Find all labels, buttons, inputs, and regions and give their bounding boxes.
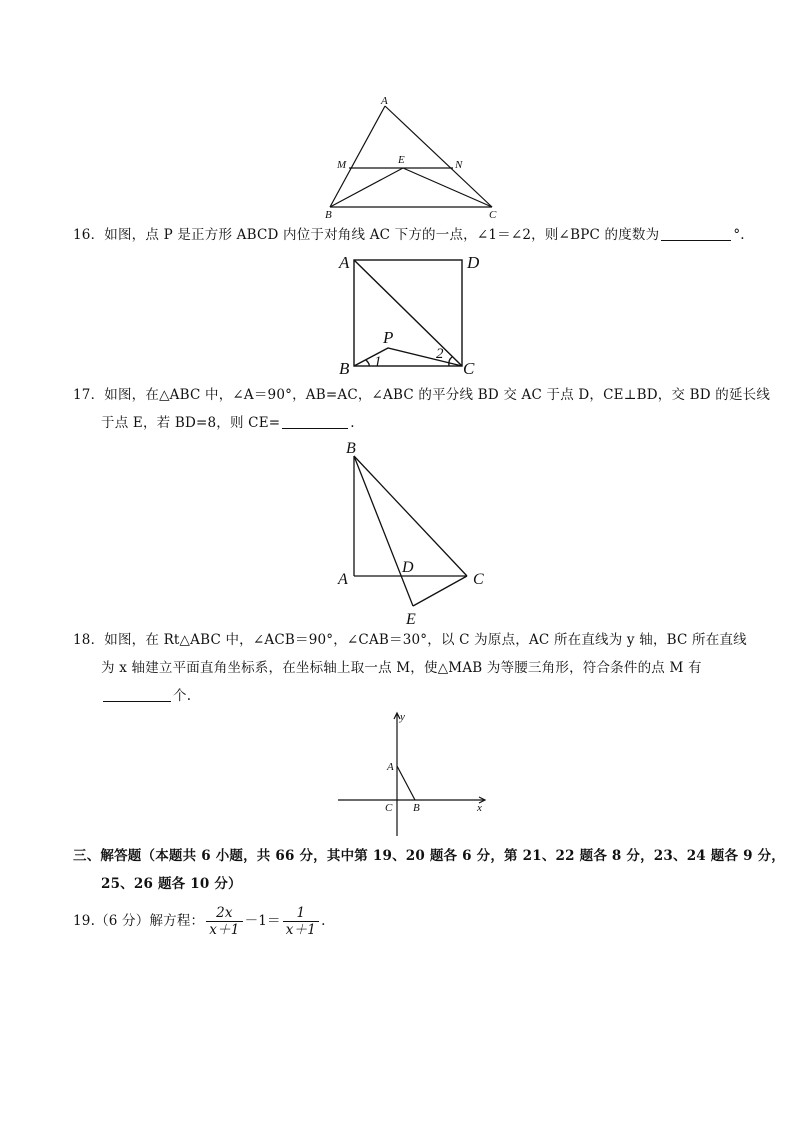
label-c: C bbox=[463, 359, 475, 378]
label-b: B bbox=[346, 440, 356, 457]
figure-triangle-mn-svg bbox=[320, 92, 510, 222]
label-y: y bbox=[400, 711, 405, 723]
q16-tail: °. bbox=[733, 227, 745, 243]
label-a: A bbox=[339, 253, 350, 272]
label-angle-1: 1 bbox=[374, 354, 382, 370]
section3-title: 三、解答题（本题共 6 小题，共 66 分，其中第 19、20 题各 6 分，第 21、22 题各 8 分，23、24 题各 9 分， bbox=[73, 848, 785, 864]
q19-frac1-den: x＋1 bbox=[209, 922, 240, 938]
q19-tail: . bbox=[321, 913, 326, 929]
label-n: N bbox=[455, 159, 463, 171]
segment-ab bbox=[397, 766, 415, 800]
q18-line3 bbox=[101, 686, 191, 706]
label-x: x bbox=[477, 802, 482, 814]
label-b: B bbox=[339, 359, 350, 378]
q16-stem: 16．如图，点 P 是正方形 ABCD 内位于对角线 AC 下方的一点，∠1＝∠2，则∠BPC 的度数为 bbox=[73, 227, 660, 243]
section3-title-cont: 25、26 题各 10 分） bbox=[101, 876, 242, 892]
segment-be bbox=[354, 456, 413, 606]
label-a: A bbox=[381, 95, 388, 107]
figure-triangle-mn bbox=[320, 92, 510, 222]
q18-line1: 18．如图，在 Rt△ABC 中，∠ACB＝90°，∠CAB＝30°，以 C 为原点，AC 所在直线为 y 轴，BC 所在直线 bbox=[73, 632, 747, 648]
q18-tail: 个. bbox=[173, 688, 192, 704]
label-b: B bbox=[413, 802, 420, 814]
q17-answer-blank[interactable] bbox=[282, 414, 348, 429]
q16-text bbox=[73, 225, 745, 245]
q19 bbox=[73, 903, 326, 939]
q17-tail: . bbox=[350, 415, 355, 431]
segment-ce bbox=[413, 576, 467, 606]
figure-square-svg bbox=[336, 250, 496, 378]
q19-fraction-left bbox=[206, 905, 242, 938]
figure-q17-svg bbox=[332, 436, 502, 626]
label-a: A bbox=[338, 571, 348, 588]
q19-frac2-num: 1 bbox=[283, 905, 319, 922]
figure-square bbox=[336, 250, 496, 378]
label-e: E bbox=[406, 611, 416, 628]
q18-line2: 为 x 轴建立平面直角坐标系，在坐标轴上取一点 M，使△MAB 为等腰三角形，符合条件的点 M 有 bbox=[101, 660, 702, 676]
label-e: E bbox=[398, 154, 405, 166]
label-c: C bbox=[489, 209, 497, 221]
angle-2-arc bbox=[449, 357, 452, 366]
q19-middle: －1＝ bbox=[244, 913, 281, 929]
q19-frac2-den: x＋1 bbox=[285, 922, 317, 938]
figure-axes bbox=[336, 708, 496, 840]
q17-line1: 17．如图，在△ABC 中，∠A＝90°，AB=AC，∠ABC 的平分线 BD 交 AC 于点 D，CE⊥BD，交 BD 的延长线 bbox=[73, 387, 771, 403]
q18-answer-blank[interactable] bbox=[103, 687, 171, 702]
diagonal-ac bbox=[354, 260, 462, 366]
q16-answer-blank[interactable] bbox=[661, 226, 731, 241]
label-a: A bbox=[387, 761, 394, 773]
label-d: D bbox=[402, 559, 414, 576]
q17-stem: 于点 E，若 BD=8，则 CE= bbox=[101, 415, 281, 431]
figure-q17 bbox=[332, 436, 502, 626]
label-c: C bbox=[473, 571, 484, 588]
label-p: P bbox=[383, 328, 394, 347]
q19-frac1-num: 2x bbox=[206, 905, 242, 922]
q17-line2 bbox=[101, 413, 355, 433]
label-b: B bbox=[325, 209, 332, 221]
angle-1-arc bbox=[366, 360, 369, 366]
segment-ce bbox=[403, 168, 492, 207]
q19-fraction-right bbox=[283, 905, 319, 938]
label-m: M bbox=[337, 159, 347, 171]
label-angle-2: 2 bbox=[436, 346, 444, 362]
q19-prefix: 19.（6 分）解方程： bbox=[73, 913, 205, 929]
side-bc bbox=[354, 456, 467, 576]
label-d: D bbox=[467, 253, 480, 272]
label-c: C bbox=[385, 802, 393, 814]
figure-axes-svg bbox=[336, 708, 496, 840]
